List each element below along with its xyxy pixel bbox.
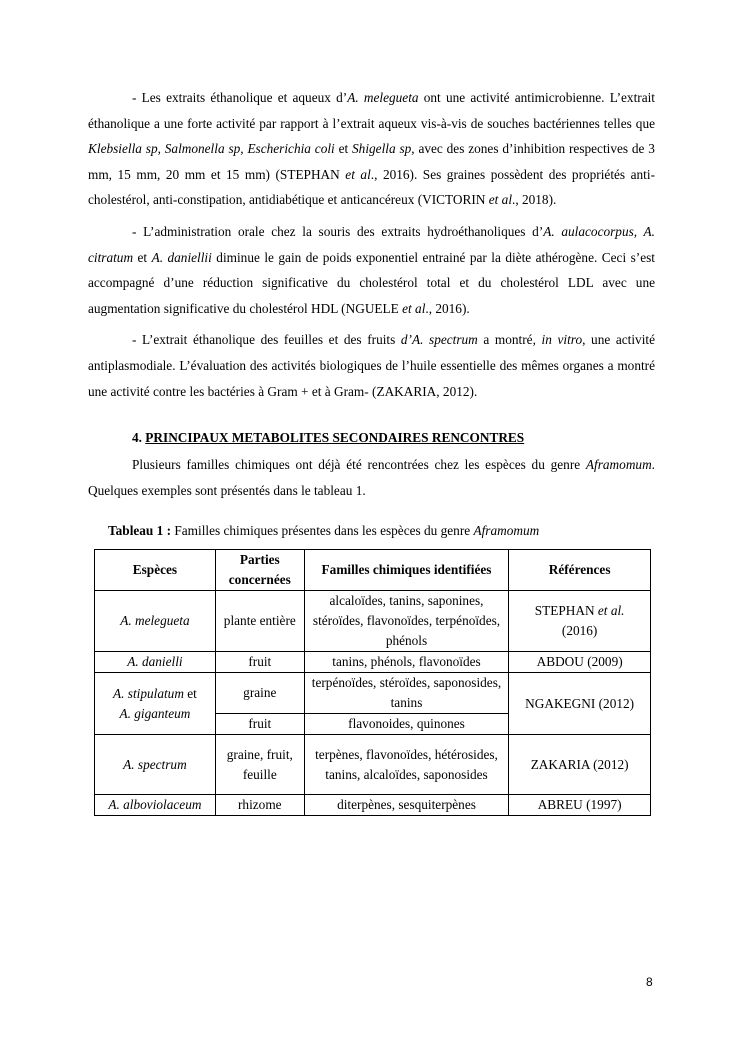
chemical-families-table [94, 549, 651, 816]
cell-reference: ZAKARIA (2012) [509, 735, 651, 795]
cell-species: A. alboviolaceum [95, 795, 216, 816]
table-header-row [95, 550, 651, 591]
page-body [88, 85, 655, 816]
header-familles: Familles chimiques identifiées [304, 550, 509, 591]
cell-reference: NGAKEGNI (2012) [509, 673, 651, 735]
cell-part: graine, fruit, feuille [215, 735, 304, 795]
paragraph-melegueta: - Les extraits éthanolique et aqueux d’A. melegueta ont une activité antimicrobienne. L’extrait éthanolique a une forte activité par rapport à l’extrait aqueux vis-à-vis de souches bactériennes telles que Klebsiella sp, Salmonella sp, Escherichia coli et Shigella sp, avec des zones d’inhibition respectives de 3 mm, 15 mm, 20 mm et 15 mm) (STEPHAN et al., 2016). Ses graines possèdent des propriétés anti-cholestérol, anti-constipation, antidiabétique et anticancéreux (VICTORIN et al., 2018). [88, 90, 655, 208]
cell-species: A. spectrum [95, 735, 216, 795]
cell-part: fruit [215, 652, 304, 673]
cell-reference: ABDOU (2009) [509, 652, 651, 673]
table-row [95, 795, 651, 816]
cell-families: flavonoides, quinones [304, 714, 509, 735]
cell-species: A. stipulatum et A. giganteum [95, 673, 216, 735]
cell-part: fruit [215, 714, 304, 735]
cell-part: rhizome [215, 795, 304, 816]
table-row [95, 652, 651, 673]
cell-families: alcaloïdes, tanins, saponines, stéroïdes, flavonoïdes, terpénoïdes, phénols [304, 591, 509, 652]
cell-species: A. danielli [95, 652, 216, 673]
cell-families: tanins, phénols, flavonoïdes [304, 652, 509, 673]
cell-part: plante entière [215, 591, 304, 652]
table-row [95, 735, 651, 795]
cell-reference: ABREU (1997) [509, 795, 651, 816]
header-references: Références [509, 550, 651, 591]
cell-species: A. melegueta [95, 591, 216, 652]
paragraph-families: Plusieurs familles chimiques ont déjà été rencontrées chez les espèces du genre Aframomum. Quelques exemples sont présentés dans le tableau 1. [88, 457, 655, 498]
header-especes: Espèces [95, 550, 216, 591]
section-heading: 4. PRINCIPAUX METABOLITES SECONDAIRES RENCONTRES [132, 430, 525, 446]
paragraph-spectrum: - L’extrait éthanolique des feuilles et des fruits d’A. spectrum a montré, in vitro, une activité antiplasmodiale. L’évaluation des activités biologiques de l’huile essentielle des mêmes organes a montré une activité contre les bactéries à Gram + et à Gram- (ZAKARIA, 2012). [88, 332, 655, 399]
cell-families: diterpènes, sesquiterpènes [304, 795, 509, 816]
table-caption: Tableau 1 : Familles chimiques présentes dans les espèces du genre Aframomum [108, 523, 540, 539]
table-row [95, 673, 651, 714]
cell-part: graine [215, 673, 304, 714]
cell-reference: STEPHAN et al. (2016) [509, 591, 651, 652]
cell-families: terpénoïdes, stéroïdes, saponosides, tanins [304, 673, 509, 714]
cell-families: terpènes, flavonoïdes, hétérosides, tanins, alcaloïdes, saponosides [304, 735, 509, 795]
paragraph-administration: - L’administration orale chez la souris des extraits hydroéthanoliques d’A. aulacocorpus, A. citratum et A. daniellii diminue le gain de poids exponentiel entrainé par la diète athérogène. Ceci s’est accompagné d’une réduction significative du cholestérol total et du cholestérol LDL avec une augmentation significative du cholestérol HDL (NGUELE et al., 2016). [88, 223, 655, 316]
table-row [95, 591, 651, 652]
header-parties: Parties concernées [215, 550, 304, 591]
page-number: 8 [646, 975, 653, 989]
